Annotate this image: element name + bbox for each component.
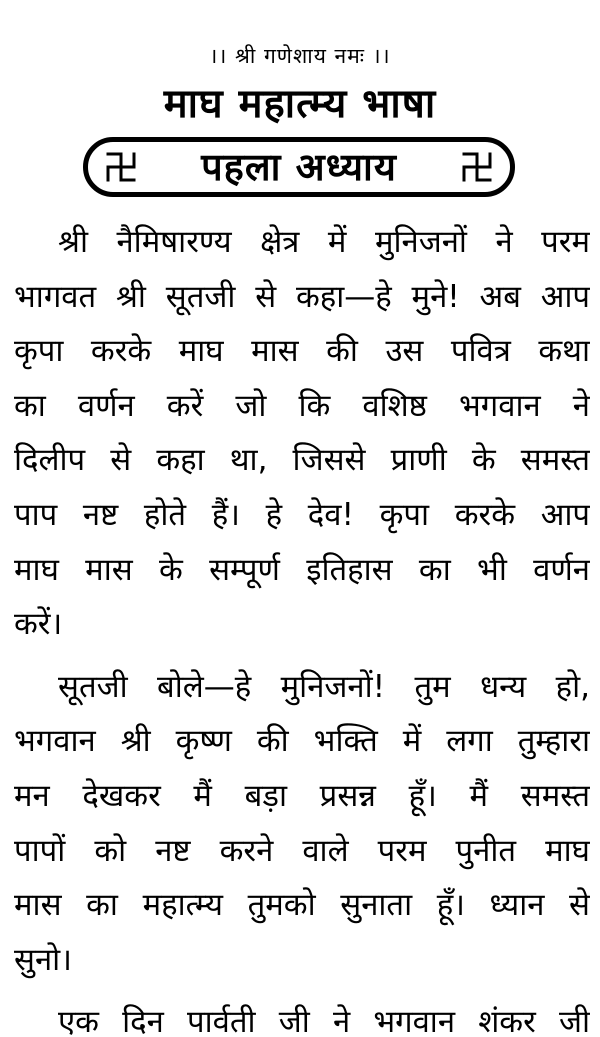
chapter-heading-box — [83, 137, 515, 197]
chapter-title: पहला अध्याय — [201, 145, 397, 189]
text-line: भगवान श्री कृष्ण की भक्ति में लगा तुम्हारा — [14, 723, 590, 760]
paragraph — [14, 215, 590, 652]
text-line: पापों को नष्ट करने वाले परम पुनीत माघ — [14, 832, 590, 869]
text-line: भागवत श्री सूतजी से कहा—हे मुने! अब आप — [14, 278, 590, 315]
book-title: माघ महात्म्य भाषा — [163, 81, 437, 127]
text-line: कृपा करके माघ मास की उस पवित्र कथा — [14, 333, 590, 370]
text-line: श्री नैमिषारण्य क्षेत्र में मुनिजनों ने परम — [58, 224, 590, 260]
paragraph — [14, 995, 590, 1037]
text-line: मास का महात्म्य तुमको सुनाता हूँ। ध्यान से — [14, 887, 590, 924]
text-line: दिलीप से कहा था, जिससे प्राणी के समस्त — [14, 442, 590, 479]
paragraph-gap — [14, 652, 590, 660]
text-line: का वर्णन करें जो कि वशिष्ठ भगवान ने — [14, 387, 590, 424]
text-line: माघ मास के सम्पूर्ण इतिहास का भी वर्णन — [14, 551, 590, 588]
text-line: मन देखकर मैं बड़ा प्रसन्न हूँ। मैं समस्त — [14, 777, 590, 814]
paragraph — [14, 660, 590, 988]
text-line: पाप नष्ट होते हैं। हे देव! कृपा करके आप — [14, 496, 590, 533]
paragraph-gap — [14, 987, 590, 995]
invocation-line: ।। श्री गणेशाय नमः ।। — [209, 44, 391, 68]
text-line: सूतजी बोले—हे मुनिजनों! तुम धन्य हो, — [58, 668, 590, 705]
text-line: एक दिन पार्वती जी ने भगवान शंकर जी — [58, 1004, 590, 1037]
text-line: सुनो। — [14, 941, 72, 978]
chapter-body — [14, 215, 590, 1037]
swastika-icon — [460, 150, 494, 184]
text-line: करें। — [14, 606, 63, 643]
